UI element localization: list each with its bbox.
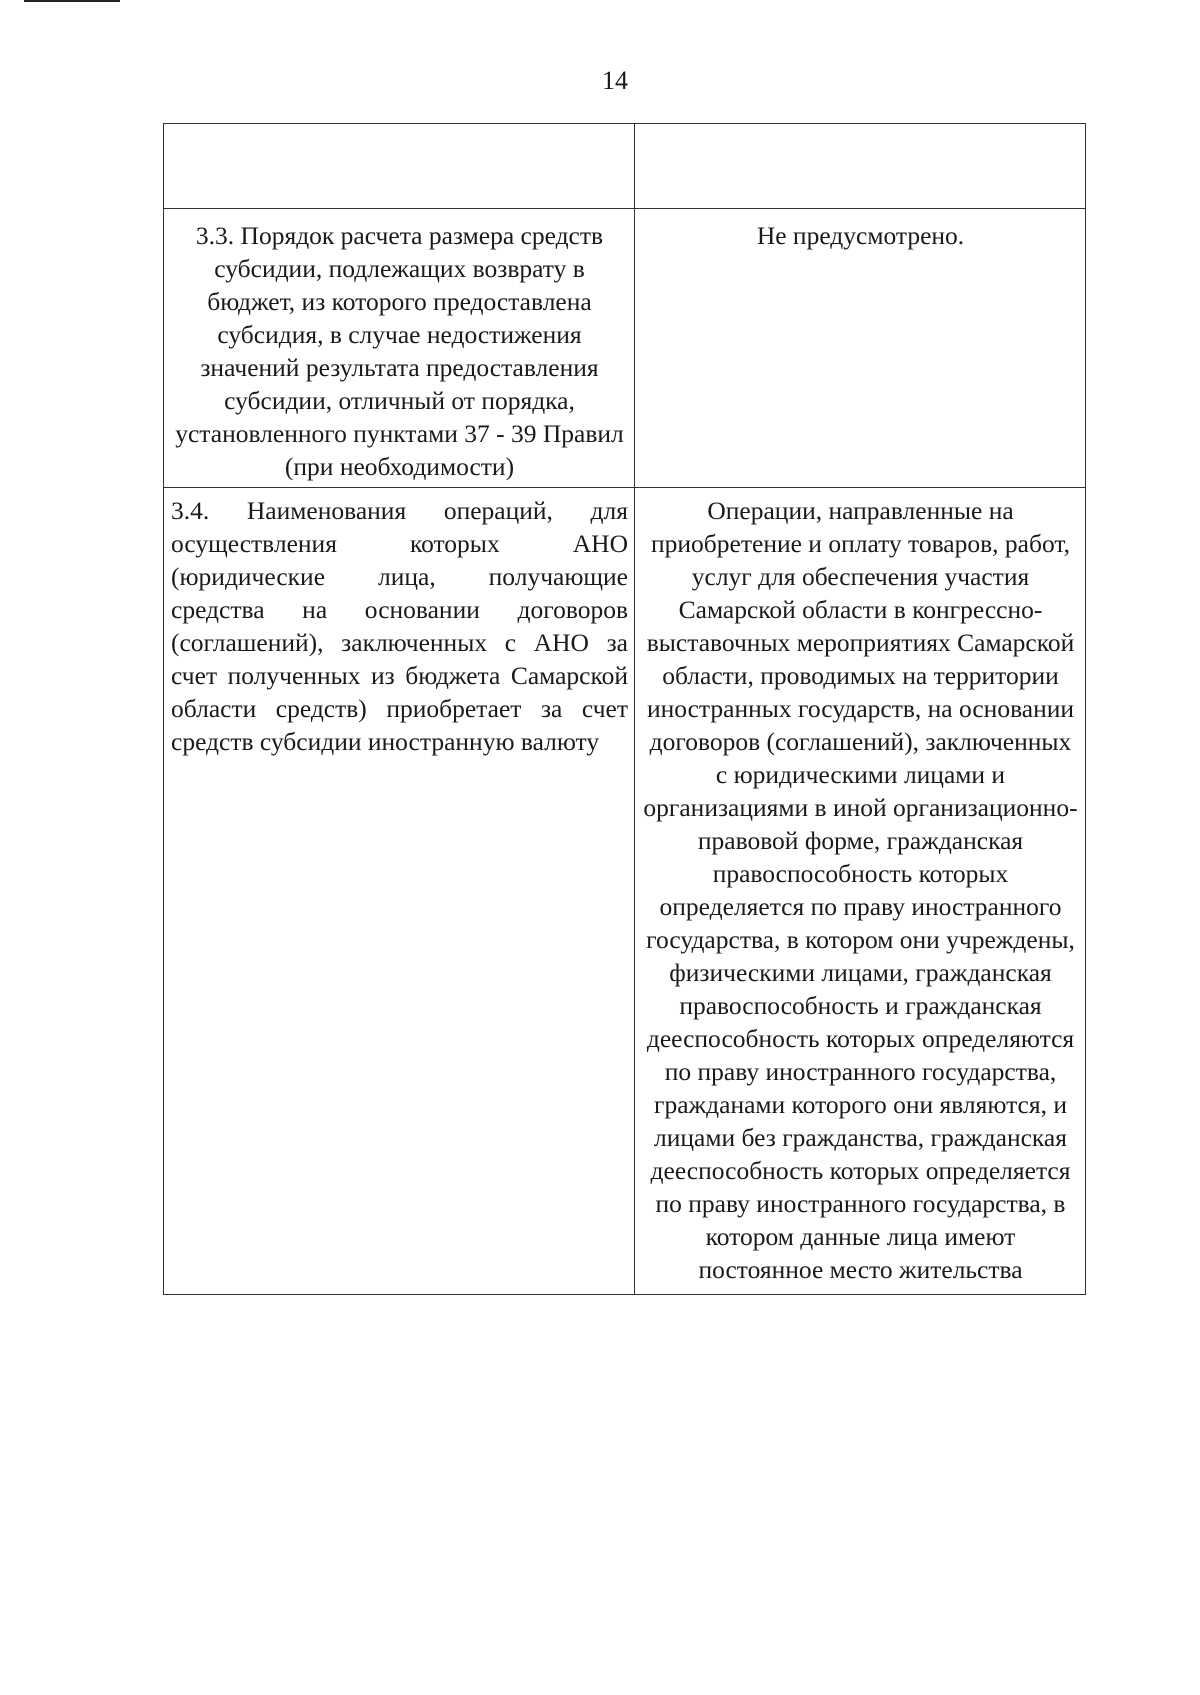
page-number: 14 <box>602 66 628 95</box>
requirements-table <box>163 123 1086 1295</box>
row-3-3-value: Не предусмотрено. <box>635 209 1086 488</box>
table-row <box>164 209 1086 488</box>
row-3-4-description: 3.4. Наименования операций, для осуществления которых АНО (юридические лица, получающие средства на основании договоров (соглашений), заключенных с АНО за счет полученных из бюджета Самарской области средств) приобретает за счет средств субсидии иностранную валюту <box>164 488 635 1295</box>
row-3-4-value: Операции, направленные на приобретение и оплату товаров, работ, услуг для обеспечения участия Самарской области в конгрессно-выставочных мероприятиях Самарской области, проводимых на территории иностранных государств, на основании договоров (соглашений), заключенных с юридическими лицами и организациями в иной организационно-правовой форме, гражданская правоспособность которых определяется по праву иностранного государства, в котором они учреждены, физическими лицами, гражданская правоспособность и гражданская дееспособность которых определяются по праву иностранного государства, гражданами которого они являются, и лицами без гражданства, гражданская дееспособность которых определяется по праву иностранного государства, в котором данные лица имеют постоянное место жительства <box>635 488 1086 1295</box>
header-cell-left <box>164 124 635 209</box>
header-cell-right <box>635 124 1086 209</box>
table-row <box>164 488 1086 1295</box>
table-header-row <box>164 124 1086 209</box>
scan-edge-mark <box>24 0 120 2</box>
row-3-3-description: 3.3. Порядок расчета размера средств субсидии, подлежащих возврату в бюджет, из которого предоставлена субсидия, в случае недостижения значений результата предоставления субсидии, отличный от порядка, установленного пунктами 37 - 39 Правил (при необходимости) <box>164 209 635 488</box>
